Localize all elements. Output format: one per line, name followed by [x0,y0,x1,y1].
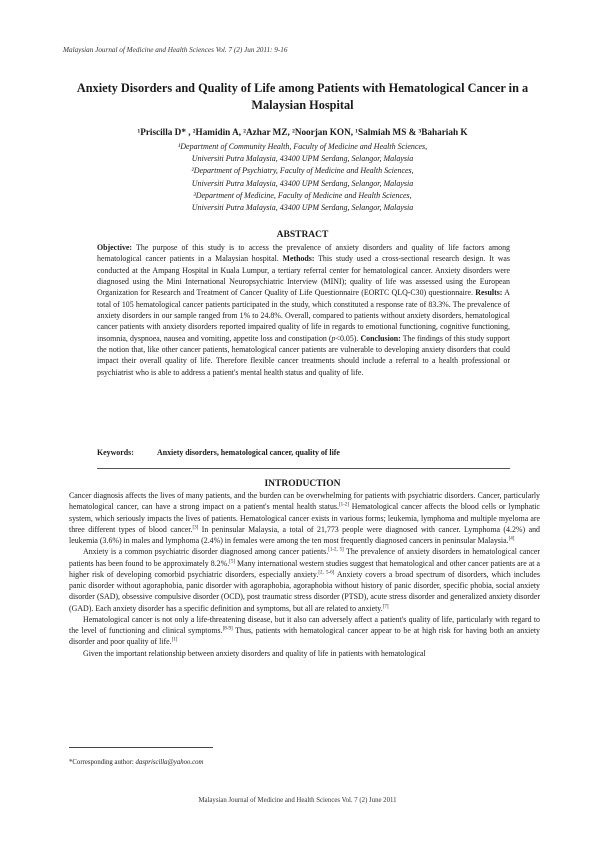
citation[interactable]: [2, 5-6] [318,570,335,576]
abstract-heading: ABSTRACT [276,230,329,240]
citation[interactable]: [8-9] [222,626,233,632]
introduction-heading: INTRODUCTION [264,479,341,489]
affiliation-line: ³Department of Medicine, Faculty of Medicine and Health Sciences, [193,190,412,200]
text-run: Given the important relationship between anxiety disorders and quality of life in patients with hematological [83,648,426,658]
citation[interactable]: [7] [382,603,389,609]
conclusion-label: Conclusion: [360,333,401,343]
footnote-label: *Corresponding author: [69,759,136,766]
author-list: ¹Priscilla D* , ²Hamidin A, ²Azhar MZ, ²Noorjan KON, ¹Salmiah MS & ³Bahariah K [137,127,468,137]
text-run: Anxiety covers a broad spectrum of disorders, which includes panic disorder without agoraphobia, panic disorder with agoraphobia, agoraphobia without history of panic disorder, specific phobia, social anxiety disorder (SAD), obsessive compulsive disorder (OCD), post traumatic stress disorder (PTSD), acute stress disorder and generalized anxiety disorder (GAD). Each anxiety disorder has a specific definition and symptoms, but all are related to anxiety. [69,569,541,613]
affiliation-line: Universiti Putra Malaysia, 43400 UPM Serdang, Selangor, Malaysia [191,178,414,188]
citation[interactable]: [3] [192,525,199,531]
footnote-divider [69,747,213,748]
text-run: Many international western studies suggest that hematological and other cancer patients are at a higher risk of developing comorbid psychiatric disorders, especially anxiety. [69,558,540,579]
affiliation-line: ¹Department of Community Health, Faculty of Medicine and Health Sciences, [177,142,428,151]
affiliations [66,141,539,214]
text-run: The prevalence of anxiety disorders in hematological cancer patients has been found to be approximately 8.2%. [69,547,540,568]
results-text-end: <0.05). [335,333,361,343]
methods-text: This study used a cross-sectional research design. It was conducted at the Ampang Hospital in Kuala Lumpur, a tertiary referral center for hematological cancer. Anxiety disorders were diagnosed using the Mini International Neuropsychiatric Interview (MINI); quality of life was assessed using the European Organization for Research and Treatment of Cancer Quality of Life Questionnaire (EORTC QLQ-C30) questionnaire. [97,254,510,298]
paragraph [69,614,540,648]
citation[interactable]: [1-2] [338,502,349,508]
keywords [97,448,510,457]
objective-label: Objective: [97,243,133,252]
text-run: Hematological cancer is not only a life-threatening disease, but it also can adversely affect a patient's quality of life, particularly with regard to the level of functioning and clinical symptoms. [69,614,540,635]
citation[interactable]: [5] [229,558,236,564]
section-divider [97,468,510,469]
keywords-label: Keywords: [97,448,134,457]
affiliation-line: ²Department of Psychiatry, Faculty of Medicine and Health Sciences, [191,166,414,176]
citation[interactable]: [1-2, 5] [328,547,344,553]
text-run: Hematological cancer affects the blood cells or lymphatic system, which seriously impacts the lives of patients. Hematological cancer exists in various forms; leukemia, lymphoma and multiple myeloma are three different types of blood cancer. [69,502,540,534]
abstract-body [97,242,510,378]
keywords-text: Anxiety disorders, hematological cancer, quality of life [157,448,340,457]
text-run: Anxiety is a common psychiatric disorder diagnosed among cancer patients. [83,547,329,557]
methods-label: Methods: [282,254,315,264]
citation[interactable]: [1] [171,637,178,643]
conclusion-text: The findings of this study support the notion that, like other cancer patients, hematological cancer patients are vulnerable to developing anxiety disorders that could impact their overall quality of life. Therefore flexible cancer treatments should include a referral to a health professional or psychiatrist who is able to address a patient's mental health status and quality of life. [97,333,510,377]
text-run: Cancer diagnosis affects the lives of many patients, and the burden can be overwhelming for patients with psychiatric disorders. Cancer, particularly hematological cancer, can have a strong impact on a patient's mental health status. [69,491,540,512]
running-head: Malaysian Journal of Medicine and Health Sciences Vol. 7 (2) Jun 2011: 9-16 [63,46,288,54]
paragraph [69,648,540,659]
affiliation-line: Universiti Putra Malaysia, 43400 UPM Serdang, Selangor, Malaysia [191,154,414,164]
author-email-link[interactable]: daspriscilla@yahoo.com [135,759,204,766]
text-run: Thus, patients with hematological cancer appear to be at high risk for having both an anxiety disorder and poor quality of life. [69,626,540,647]
corresponding-author-footnote [69,759,203,766]
page-footer: Malaysian Journal of Medicine and Health Sciences Vol. 7 (2) June 2011 [198,797,397,804]
results-text: A total of 105 hematological cancer patients participated in the study, which constituted a response rate of 83.3%. The prevalence of anxiety disorders in our sample ranged from 1% to 24.8%. Overall, compared to patients without anxiety disorders, hematological cancer patients with anxiety disorders reported impaired quality of life in regards to emotional functioning, cognitive functioning, insomnia, dyspnoea, nausea and vomiting, appetite loss and constipation ( [97,288,510,343]
text-run: In peninsular Malaysia, a total of 21,773 people were diagnosed with cancer. Lymphoma (4.2%) and leukemia (3.6%) in males and lymphoma (2.4%) in females were among the ten most frequently diagnosed cancers in peninsular Malaysia. [69,524,540,545]
paper-title: Anxiety Disorders and Quality of Life among Patients with Hematological Cancer in a Malaysian Hospital [76,81,529,112]
paragraph [69,490,540,546]
affiliation-line: Universiti Putra Malaysia, 43400 UPM Serdang, Selangor, Malaysia [191,203,414,213]
results-label: Results: [475,288,503,298]
citation[interactable]: [4] [508,536,515,542]
objective-text: The purpose of this study is to access the prevalence of anxiety disorders and quality of life factors among hematological cancer patients in a Malaysian hospital. [97,243,510,264]
paragraph [69,546,540,614]
introduction-body [69,490,540,659]
p-value-symbol: p [331,333,336,343]
